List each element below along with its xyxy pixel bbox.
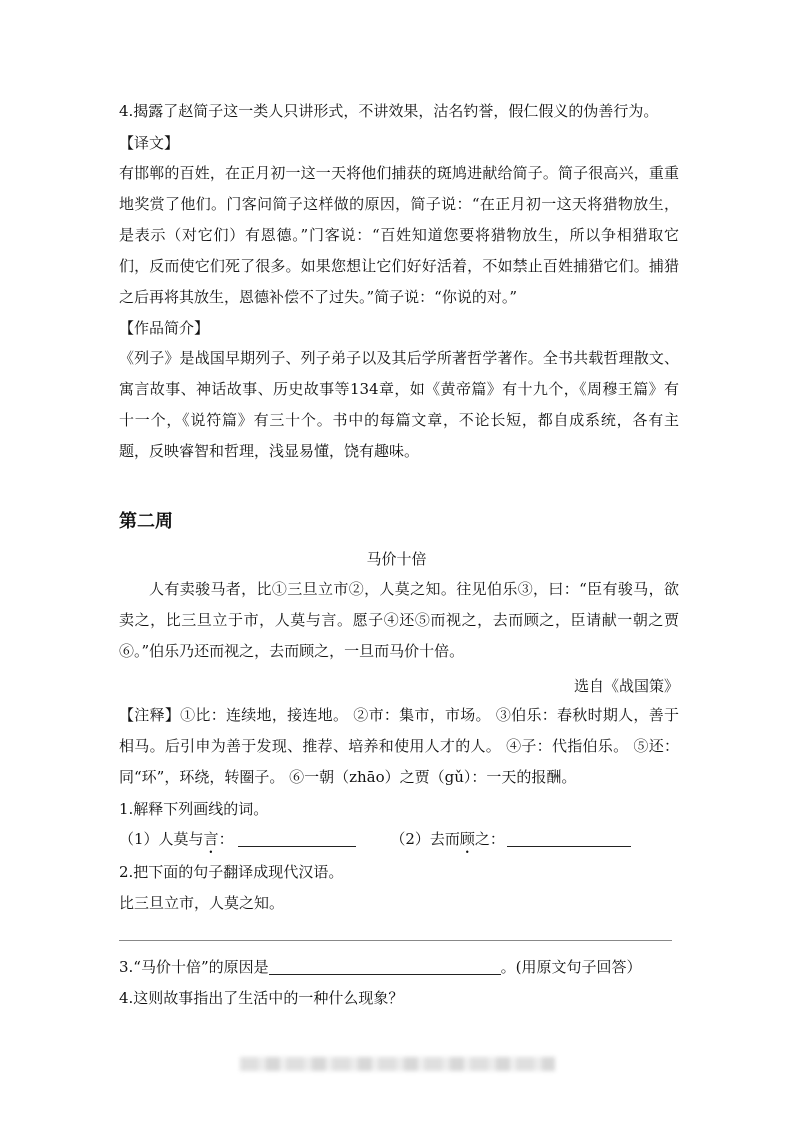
story-title: 马价十倍 xyxy=(366,550,427,568)
blurred-footer xyxy=(240,1057,555,1071)
q1-item-2-blank[interactable] xyxy=(507,846,631,847)
q1-item-1-label: （1）人莫与言： xyxy=(119,830,234,848)
answer-line-q4: 4.揭露了赵简子这一类人只讲形式，不讲效果，沽名钓誉，假仁假义的伪善行为。 xyxy=(119,102,659,120)
question-1-items xyxy=(119,829,631,857)
work-intro-paragraph: 《列子》是战国早期列子、列子弟子以及其后学所著哲学著作。全书共载哲理散文、寓言故事、神话故事、历史故事等134章，如《黄帝篇》有十九个，《周穆王篇》有十一个，《说符篇》有三十个。书中的每篇文章，不论长短，都自成系统，各有主题，反映睿智和哲理，浅显易懂，饶有趣味。 xyxy=(119,349,679,460)
question-2: 2.把下面的句子翻译成现代汉语。 xyxy=(119,863,344,881)
notes-paragraph: 【注释】①比：连续地，接连地。 ②市：集市，市场。 ③伯乐：春秋时期人，善于相马。后引申为善于发现、推荐、培养和使用人才的人。 ④子：代指伯乐。 ⑤还：同“环”，环绕，转圈子。 ⑥一朝（zhāo）之贾（gǔ）：一天的报酬。 xyxy=(119,706,679,786)
question-1: 1.解释下列画线的词。 xyxy=(119,800,269,818)
question-4: 4.这则故事指出了生活中的一种什么现象？ xyxy=(119,989,404,1007)
q1-item-1-blank[interactable] xyxy=(238,846,356,847)
q3-blank[interactable] xyxy=(269,974,501,975)
question-3: 3.“马价十倍”的原因是 。(用原文句子回答） xyxy=(119,958,642,976)
work-intro-heading: 【作品简介】 xyxy=(119,319,210,337)
q1-item-2-label: （2）去而顾之： xyxy=(390,830,505,848)
story-source: 选自《战国策》 xyxy=(573,677,679,695)
question-2-sentence: 比三旦立市，人莫之知。 xyxy=(119,894,285,912)
answer-rule[interactable] xyxy=(119,940,672,941)
story-paragraph: 人有卖骏马者，比①三旦立市②，人莫之知。往见伯乐③，曰：“臣有骏马，欲卖之，比三旦立于市，人莫与言。愿子④还⑤而视之，去而顾之，臣请献一朝之贾⑥。”伯乐乃还而视之，去而顾之，一旦而马价十倍。 xyxy=(119,580,679,660)
week-heading: 第二周 xyxy=(119,511,173,532)
translation-heading: 【译文】 xyxy=(119,134,180,152)
translation-paragraph: 有邯郸的百姓，在正月初一这一天将他们捕获的斑鸠进献给简子。简子很高兴，重重地奖赏了他们。门客问简子这样做的原因，简子说：“在正月初一这天将猎物放生，是表示（对它们）有恩德。”门客说：“百姓知道您要将猎物放生，所以争相猎取它们，反而使它们死了很多。如果您想让它们好好活着，不如禁止百姓捕猎它们。捕猎之后再将其放生，恩德补偿不了过失。”简子说：“你说的对。” xyxy=(119,164,679,306)
